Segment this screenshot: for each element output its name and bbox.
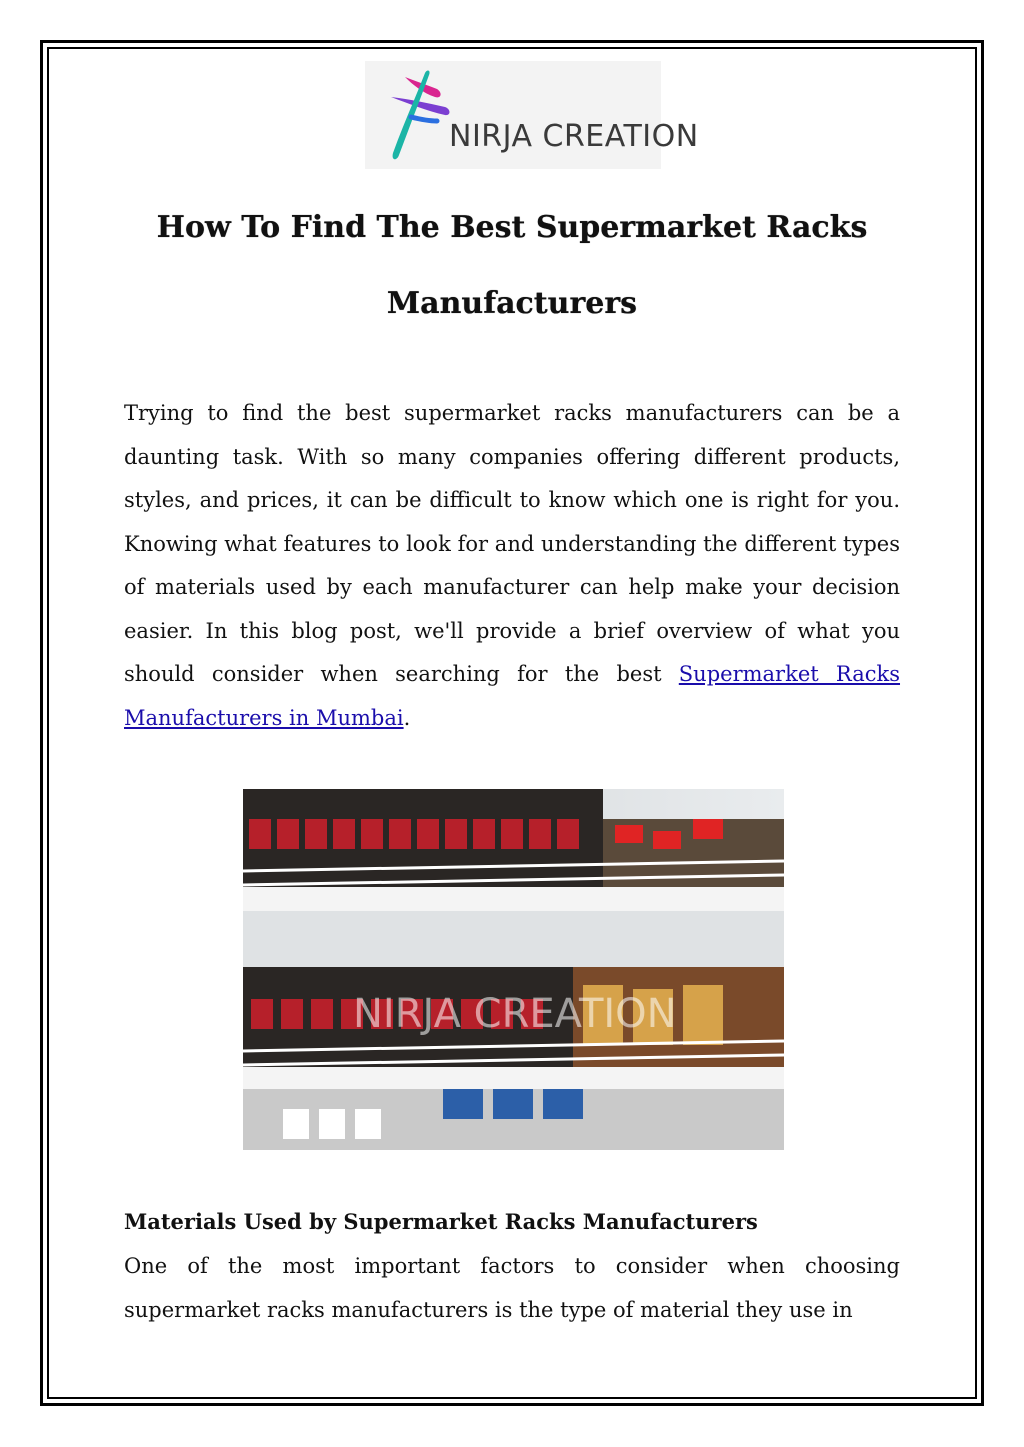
logo-swoosh-icon bbox=[371, 67, 457, 165]
middle-shelf-gap bbox=[243, 911, 784, 967]
logo bbox=[365, 61, 699, 169]
section-heading: Materials Used by Supermarket Racks Manufacturers bbox=[124, 1209, 758, 1234]
title-line-1: How To Find The Best Supermarket Racks bbox=[156, 210, 868, 245]
intro-paragraph bbox=[124, 392, 900, 740]
intro-text: Trying to find the best supermarket racks manufacturers can be a daunting task. With so many companies offering different products, styles, and prices, it can be difficult to know which one is right for you. Knowing what features to look for and understanding the different types of materials used by each manufacturer can help make your decision easier. In this blog post, we'll provide a brief overview of what you should consider when searching for the best bbox=[124, 401, 900, 686]
photo-watermark: NIRJA CREATION bbox=[353, 991, 677, 1037]
section-paragraph: One of the most important factors to consider when choosing supermarket racks manufacturers is the type of material they use in bbox=[124, 1254, 900, 1322]
bottom-shelf-products bbox=[243, 1089, 784, 1150]
logo-text: NIRJA CREATION bbox=[449, 119, 699, 154]
rack-illustration bbox=[243, 789, 784, 1150]
intro-period: . bbox=[403, 705, 411, 730]
page-title bbox=[120, 206, 904, 326]
mumbai-manufacturers-link[interactable]: Supermarket Racks Manufacturers in Mumbai bbox=[124, 662, 901, 730]
title-line-2: Manufacturers bbox=[386, 286, 638, 321]
supermarket-rack-photo bbox=[243, 789, 784, 1150]
